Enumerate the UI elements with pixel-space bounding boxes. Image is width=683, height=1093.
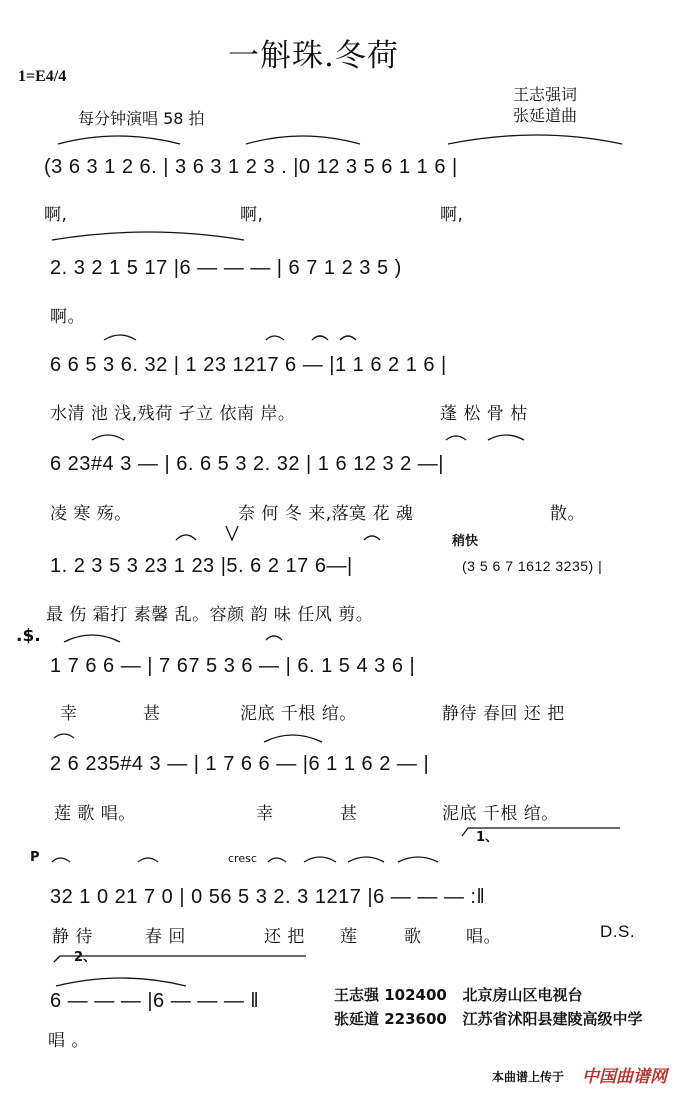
contact-1-org: 北京房山区电视台 — [462, 986, 583, 1004]
lyric-line-8e: 歌 — [404, 927, 422, 947]
cresc-dynamic: cresc — [228, 852, 257, 865]
slur-row8-b — [138, 858, 158, 862]
contact-1-zip: 102400 — [384, 986, 447, 1004]
score-title: 一斛珠.冬荷 — [228, 38, 399, 74]
slur-row1-a — [58, 136, 180, 144]
music-line-7: 2 6 235#4 3 — | 1 7 6 6 — |6 1 1 6 2 — | — [50, 753, 430, 775]
slur-row6-b — [266, 636, 282, 640]
music-line-9: 6 — — — |6 — — — ‖ — [50, 990, 260, 1012]
slur-row7-b — [264, 735, 322, 742]
accent-mark — [226, 526, 238, 540]
lyric-line-6b: 甚 — [143, 704, 161, 724]
lyric-line-2: 啊。 — [50, 307, 85, 327]
slur-row1-c — [448, 135, 622, 144]
slur-row8-d — [304, 857, 336, 862]
lyric-line-3a: 水清 池 浅,残荷 孑立 依南 岸。 — [50, 404, 296, 424]
music-line-5-interlude: (3 5 6 7 1612 3235) | — [462, 558, 603, 574]
lyric-line-9: 唱 。 — [48, 1031, 89, 1051]
lyricist-credit: 王志强词 — [513, 85, 578, 104]
slur-row4-c — [488, 435, 524, 440]
music-line-2: 2. 3 2 1 5 17 |6 — — — | 6 7 1 2 3 5 ) — [50, 257, 402, 279]
music-line-6: 1 7 6 6 — | 7 67 5 3 6 — | 6. 1 5 4 3 6 | — [50, 655, 416, 677]
lyric-line-1c: 啊, — [440, 205, 464, 225]
music-line-1: (3 6 3 1 2 6. | 3 6 3 1 2 3 . |0 12 3 5 6 1 1 6 | — [44, 156, 458, 178]
tempo-marking: 每分钟演唱 58 拍 — [78, 109, 205, 128]
slur-row2-a — [52, 232, 244, 240]
ds-marking: D.S. — [600, 922, 636, 941]
slur-row4-b — [446, 436, 466, 440]
contact-2-org: 江苏省沭阳县建陵高级中学 — [462, 1010, 643, 1028]
lyric-line-7a: 莲 歌 唱。 — [54, 804, 136, 824]
music-line-8: 32 1 0 21 7 0 | 0 56 5 3 2. 3 1217 |6 — — — :‖ — [50, 886, 486, 908]
music-line-4: 6 23#4 3 — | 6. 6 5 3 2. 32 | 1 6 12 3 2 —| — [50, 453, 444, 475]
lyric-line-8c: 还 把 — [264, 927, 305, 947]
slur-row4-a — [92, 435, 124, 440]
lyric-line-8d: 莲 — [340, 927, 358, 947]
slur-row8-a — [52, 858, 70, 862]
slur-row8-f — [398, 857, 438, 862]
lyric-line-8a: 静 待 — [52, 927, 93, 947]
slur-row3-d — [340, 336, 356, 340]
lyric-line-1a: 啊, — [44, 205, 68, 225]
lyric-line-4a: 凌 寒 殇。 — [50, 504, 132, 524]
lyric-line-6d: 静待 春回 还 把 — [442, 704, 565, 724]
slur-row6-a — [64, 635, 120, 642]
slur-row8-c — [268, 858, 286, 862]
lyric-line-8f: 唱。 — [466, 927, 501, 947]
volta-1-bracket — [462, 828, 620, 836]
lyric-line-7b: 幸 — [256, 804, 274, 824]
key-signature: 1=E4/4 — [18, 68, 67, 85]
lyric-line-1b: 啊, — [240, 205, 264, 225]
upload-note: 本曲谱上传于 — [492, 1070, 565, 1084]
slur-row5-b — [364, 536, 380, 540]
lyric-line-7d: 泥底 千根 绾。 — [442, 804, 559, 824]
volta-2-label: 2、 — [74, 950, 97, 965]
contact-2-name: 张延道 — [334, 1010, 380, 1028]
slur-row7-a — [54, 734, 74, 738]
volta-1-label: 1、 — [476, 830, 499, 845]
slur-row8-e — [348, 857, 384, 862]
contact-1-name: 王志强 — [334, 986, 380, 1004]
lyric-line-6a: 幸 — [60, 704, 78, 724]
lyric-line-7c: 甚 — [340, 804, 358, 824]
music-line-3: 6 6 5 3 6. 32 | 1 23 1217 6 — |1 1 6 2 1 6 | — [50, 354, 447, 376]
composer-credit: 张延道曲 — [513, 106, 578, 125]
music-line-5: 1. 2 3 5 3 23 1 23 |5. 6 2 17 6—| — [50, 555, 353, 577]
slur-row1-b — [246, 136, 360, 144]
faster-marking: 稍快 — [452, 534, 479, 549]
contact-2-zip: 223600 — [384, 1010, 447, 1028]
lyric-line-3b: 蓬 松 骨 枯 — [440, 404, 528, 424]
slur-row3-b — [266, 336, 284, 340]
slur-row3-a — [104, 335, 136, 340]
slur-row9-a — [56, 978, 186, 986]
lyric-line-4b: 奈 何 冬 来,落寞 花 魂 — [238, 504, 414, 524]
site-logo: 中国曲谱网 — [582, 1067, 667, 1087]
slur-row3-c — [312, 336, 328, 340]
slur-row5-a — [176, 535, 196, 540]
segno-mark: .$. — [16, 626, 41, 646]
lyric-line-8b: 春 回 — [145, 927, 186, 947]
lyric-line-4c: 散。 — [550, 504, 585, 524]
piano-dynamic: P — [30, 850, 40, 865]
lyric-line-5: 最 伤 霜打 素馨 乱。容颜 韵 味 任风 剪。 — [46, 605, 374, 625]
lyric-line-6c: 泥底 千根 绾。 — [240, 704, 357, 724]
volta-2-bracket — [54, 956, 306, 962]
